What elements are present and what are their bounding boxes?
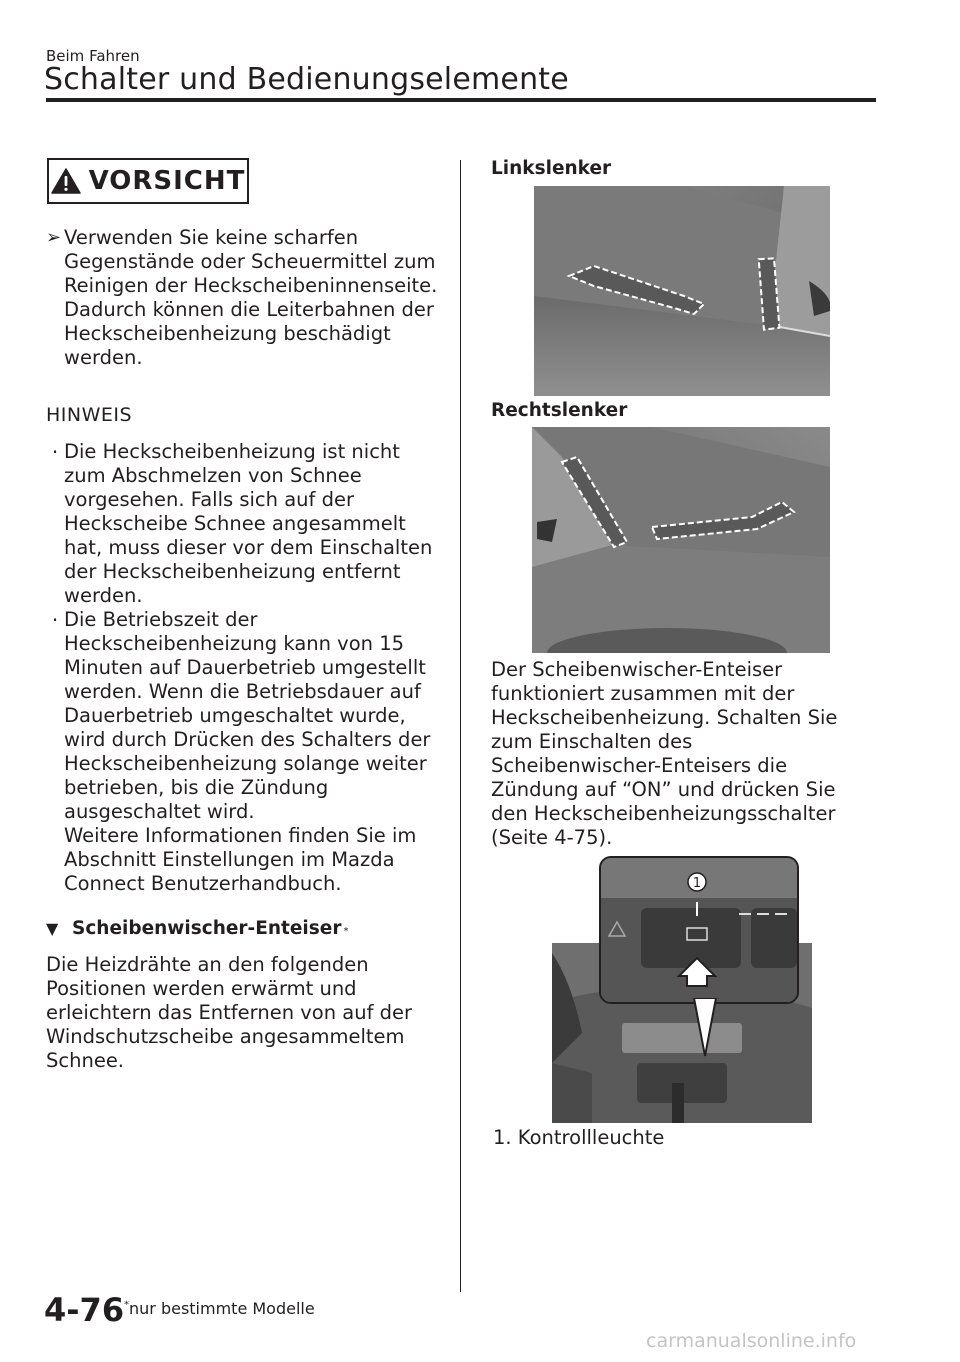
subsection-title: Scheibenwischer-Enteiser (72, 918, 342, 939)
windshield-photo-lhd (534, 186, 830, 396)
subsection-heading (46, 918, 438, 939)
caution-label: VORSICHT (88, 166, 246, 196)
figure-legend: 1. Kontrollleuchte (493, 1126, 665, 1149)
page-number: 4-76 (44, 1291, 125, 1329)
section-label: Beim Fahren (46, 47, 140, 65)
callout-pointer (690, 998, 720, 1058)
switch-callout-inset (599, 856, 799, 1004)
column-divider (460, 160, 461, 1292)
note-text: Die Betriebszeit der Heckscheibenheizung kann von 15 Minuten auf Dauerbetrieb umgestellt werden. Wenn die Betriebsdauer auf Dauerbetrieb umgeschaltet wurde, wird durch Drücken des Schalters der Heckscheibenheizung solange weiter betrieben, bis die Zündung ausgeschaltet wird. (64, 608, 431, 823)
note-text: Die Heckscheibenheizung ist nicht zum Abschmelzen von Schnee vorgesehen. Falls sich auf der Heckscheibe Schnee angesammelt hat, muss dieser vor dem Einschalten der Heckscheibenheizung entfernt werden. (64, 440, 433, 607)
note-heading: HINWEIS (46, 404, 133, 426)
deicer-description: Der Scheibenwischer-Enteiser funktioniert zusammen mit der Heckscheibenheizung. Schalten Sie zum Einschalten des Scheibenwischer-Enteisers die Zündung auf “ON” und drücken Sie den Heckscheibenheizungsschalter (Seite 4-75). (491, 658, 838, 849)
footnote-mark: * (124, 1299, 129, 1311)
note-item (46, 608, 438, 896)
caution-text: Verwenden Sie keine scharfen Gegenstände oder Scheuermittel zum Reinigen der Heckscheibeninnenseite. Dadurch können die Leiterbahnen der Heckscheibenheizung beschädigt werden. (64, 226, 438, 369)
callout-number: 1 (692, 876, 702, 891)
dot-bullet-icon: · (51, 608, 59, 632)
triangle-down-icon: ▼ (46, 919, 59, 938)
caution-box (47, 158, 249, 204)
caution-bullet (46, 226, 438, 370)
footer-footnote (124, 1299, 315, 1318)
note-item (46, 440, 438, 608)
dot-bullet-icon: · (51, 440, 59, 464)
watermark: carmanualsonline.info (646, 1330, 857, 1352)
subsection-text: Die Heizdrähte an den folgenden Positionen werden erwärmt und erleichtern das Entfernen von auf der Windschutzscheibe angesammeltem Schnee. (46, 953, 413, 1072)
note-text: Weitere Informationen finden Sie im Abschnitt Einstellungen im Mazda Connect Benutzerhandbuch. (64, 824, 417, 895)
footnote-mark: * (343, 926, 349, 937)
right-hand-drive-label: Rechtslenker (491, 400, 628, 421)
windshield-photo-rhd (532, 427, 830, 653)
left-hand-drive-label: Linkslenker (491, 158, 612, 179)
arrow-bullet-icon: ➢ (46, 227, 62, 248)
left-column (46, 158, 438, 1073)
page-title: Schalter und Bedienungselemente (44, 62, 569, 97)
header-rule (46, 98, 876, 102)
warning-triangle-icon (51, 168, 81, 194)
footnote-text: nur bestimmte Modelle (129, 1299, 315, 1318)
